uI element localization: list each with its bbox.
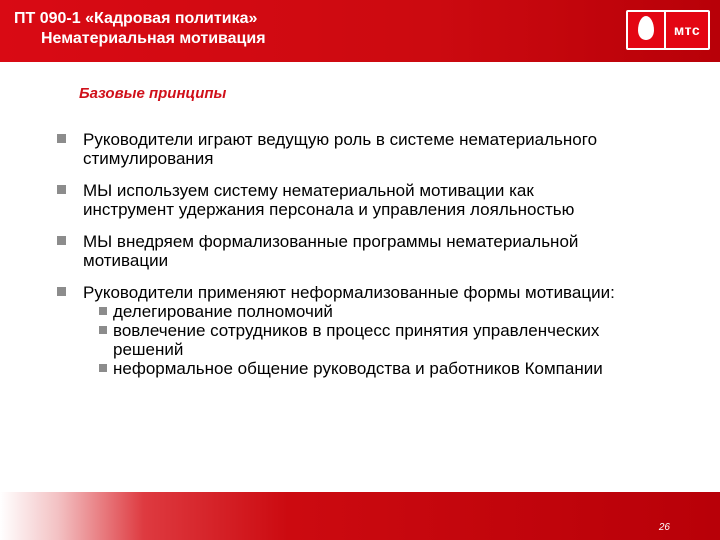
square-bullet-icon — [57, 287, 66, 296]
egg-icon — [628, 12, 664, 48]
page-number: 26 — [658, 522, 670, 533]
mts-logo — [626, 10, 710, 50]
list-item — [57, 232, 627, 270]
sub-bullet-list — [99, 302, 627, 378]
square-bullet-icon — [57, 236, 66, 245]
title-line-1: ПТ 090-1 «Кадровая политика» — [14, 10, 258, 27]
square-bullet-icon — [99, 307, 107, 315]
header-bar — [0, 0, 720, 62]
sub-bullet-text: делегирование полномочий — [113, 302, 333, 321]
square-bullet-icon — [57, 134, 66, 143]
list-item — [57, 130, 627, 168]
bullet-list — [57, 130, 627, 391]
sub-list-item — [99, 359, 627, 378]
square-bullet-icon — [99, 326, 107, 334]
slide-title — [14, 9, 266, 49]
list-item — [57, 283, 627, 378]
square-bullet-icon — [57, 185, 66, 194]
list-item — [57, 181, 627, 219]
bullet-text: МЫ используем систему нематериальной мотивации как инструмент удержания персонала и управления лояльностью — [83, 181, 575, 219]
bullet-text: МЫ внедряем формализованные программы нематериальной мотивации — [83, 232, 579, 270]
logo-text: мтс — [666, 12, 708, 48]
footer-bar — [0, 492, 720, 540]
sub-list-item — [99, 302, 627, 321]
sub-bullet-text: неформальное общение руководства и работников Компании — [113, 359, 603, 378]
sub-bullet-text: вовлечение сотрудников в процесс принятия управленческих решений — [113, 321, 600, 359]
section-title: Базовые принципы — [79, 85, 227, 102]
title-line-2: Нематериальная мотивация — [41, 30, 266, 47]
bullet-text: Руководители играют ведущую роль в системе нематериального стимулирования — [83, 130, 598, 168]
square-bullet-icon — [99, 364, 107, 372]
bullet-text: Руководители применяют неформализованные формы мотивации: — [83, 283, 615, 302]
sub-list-item — [99, 321, 627, 359]
